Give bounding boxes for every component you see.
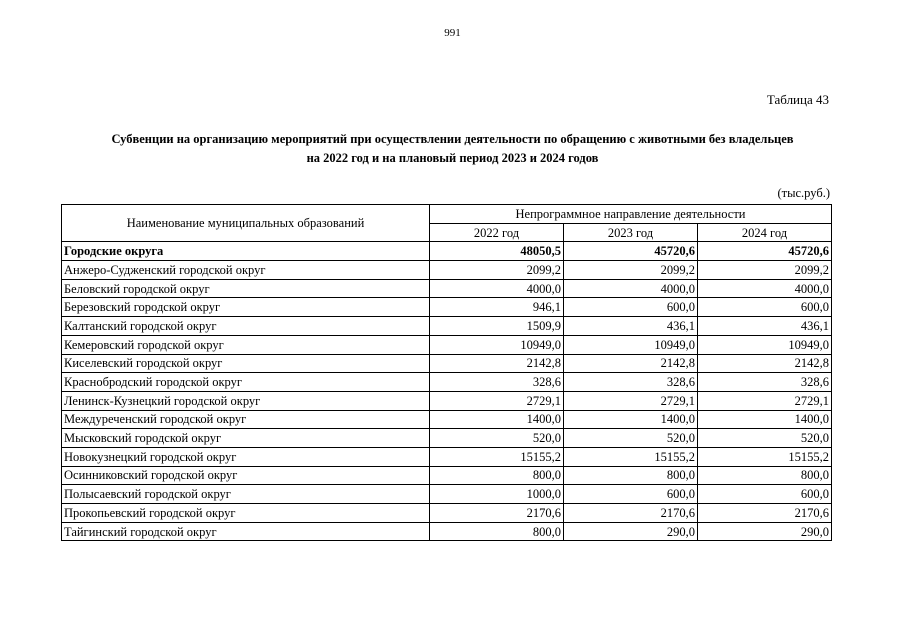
row-value-2022: 1509,9 (430, 317, 564, 336)
row-value-2024: 15155,2 (698, 447, 832, 466)
row-municipality-name: Калтанский городской округ (62, 317, 430, 336)
row-value-2024: 2142,8 (698, 354, 832, 373)
row-municipality-name: Ленинск-Кузнецкий городской округ (62, 391, 430, 410)
row-value-2022: 4000,0 (430, 279, 564, 298)
row-value-2024: 290,0 (698, 522, 832, 541)
row-value-2022: 2729,1 (430, 391, 564, 410)
row-value-2024: 600,0 (698, 298, 832, 317)
subventions-table (61, 204, 832, 541)
row-value-2023: 2170,6 (564, 504, 698, 523)
row-value-2023: 10949,0 (564, 335, 698, 354)
row-value-2024: 10949,0 (698, 335, 832, 354)
row-value-2023: 2142,8 (564, 354, 698, 373)
table-row (62, 354, 832, 373)
row-value-2024: 2170,6 (698, 504, 832, 523)
row-municipality-name: Осинниковский городской округ (62, 466, 430, 485)
total-value-2022: 48050,5 (430, 242, 564, 261)
table-label: Таблица 43 (766, 92, 829, 107)
row-value-2022: 2170,6 (430, 504, 564, 523)
row-municipality-name: Беловский городской округ (62, 279, 430, 298)
row-municipality-name: Полысаевский городской округ (62, 485, 430, 504)
row-municipality-name: Краснобродский городской округ (62, 373, 430, 392)
row-value-2024: 520,0 (698, 429, 832, 448)
row-value-2022: 2099,2 (430, 261, 564, 280)
row-value-2023: 600,0 (564, 298, 698, 317)
header-year-2024: 2024 год (698, 223, 832, 242)
table-row (62, 466, 832, 485)
total-value-2023: 45720,6 (564, 242, 698, 261)
table-header-row (62, 205, 832, 224)
table-row (62, 410, 832, 429)
row-value-2024: 2729,1 (698, 391, 832, 410)
row-value-2022: 328,6 (430, 373, 564, 392)
header-activity-direction: Непрограммное направление деятельности (430, 205, 832, 224)
page-number: 991 (444, 27, 461, 39)
table-row (62, 429, 832, 448)
document-title (40, 130, 865, 168)
document-title-line-1: Субвенции на организацию мероприятий при осуществлении деятельности по обращению с животными без владельцев (111, 132, 794, 146)
row-value-2024: 328,6 (698, 373, 832, 392)
row-value-2024: 600,0 (698, 485, 832, 504)
total-name: Городские округа (62, 242, 430, 261)
row-municipality-name: Мысковский городской округ (62, 429, 430, 448)
table-row (62, 485, 832, 504)
row-municipality-name: Новокузнецкий городской округ (62, 447, 430, 466)
row-value-2023: 800,0 (564, 466, 698, 485)
row-value-2024: 4000,0 (698, 279, 832, 298)
row-municipality-name: Кемеровский городской округ (62, 335, 430, 354)
table-total-row (62, 242, 832, 261)
table-row (62, 335, 832, 354)
row-value-2023: 600,0 (564, 485, 698, 504)
row-value-2023: 1400,0 (564, 410, 698, 429)
row-value-2022: 2142,8 (430, 354, 564, 373)
row-value-2023: 290,0 (564, 522, 698, 541)
header-year-2023: 2023 год (564, 223, 698, 242)
document-title-line-2: на 2022 год и на плановый период 2023 и 2024 годов (306, 151, 599, 165)
row-value-2023: 2729,1 (564, 391, 698, 410)
row-value-2023: 15155,2 (564, 447, 698, 466)
header-year-2022: 2022 год (430, 223, 564, 242)
row-value-2023: 4000,0 (564, 279, 698, 298)
row-value-2024: 2099,2 (698, 261, 832, 280)
row-value-2022: 1400,0 (430, 410, 564, 429)
row-value-2022: 800,0 (430, 466, 564, 485)
table-row (62, 317, 832, 336)
table-row (62, 522, 832, 541)
table-row (62, 504, 832, 523)
row-value-2022: 15155,2 (430, 447, 564, 466)
row-municipality-name: Междуреченский городской округ (62, 410, 430, 429)
row-value-2023: 520,0 (564, 429, 698, 448)
table-row (62, 261, 832, 280)
row-value-2023: 328,6 (564, 373, 698, 392)
row-value-2022: 1000,0 (430, 485, 564, 504)
row-municipality-name: Прокопьевский городской округ (62, 504, 430, 523)
row-value-2022: 10949,0 (430, 335, 564, 354)
table-row (62, 279, 832, 298)
total-value-2024: 45720,6 (698, 242, 832, 261)
row-value-2024: 1400,0 (698, 410, 832, 429)
row-value-2022: 520,0 (430, 429, 564, 448)
table-row (62, 447, 832, 466)
row-value-2022: 946,1 (430, 298, 564, 317)
table-row (62, 373, 832, 392)
row-municipality-name: Тайгинский городской округ (62, 522, 430, 541)
row-value-2024: 436,1 (698, 317, 832, 336)
row-value-2022: 800,0 (430, 522, 564, 541)
row-municipality-name: Березовский городской округ (62, 298, 430, 317)
header-municipality-name: Наименование муниципальных образований (62, 205, 430, 242)
row-value-2023: 436,1 (564, 317, 698, 336)
table-row (62, 391, 832, 410)
row-municipality-name: Анжеро-Судженский городской округ (62, 261, 430, 280)
row-value-2024: 800,0 (698, 466, 832, 485)
table-row (62, 298, 832, 317)
row-municipality-name: Киселевский городской округ (62, 354, 430, 373)
units-label: (тыс.руб.) (777, 186, 830, 200)
row-value-2023: 2099,2 (564, 261, 698, 280)
